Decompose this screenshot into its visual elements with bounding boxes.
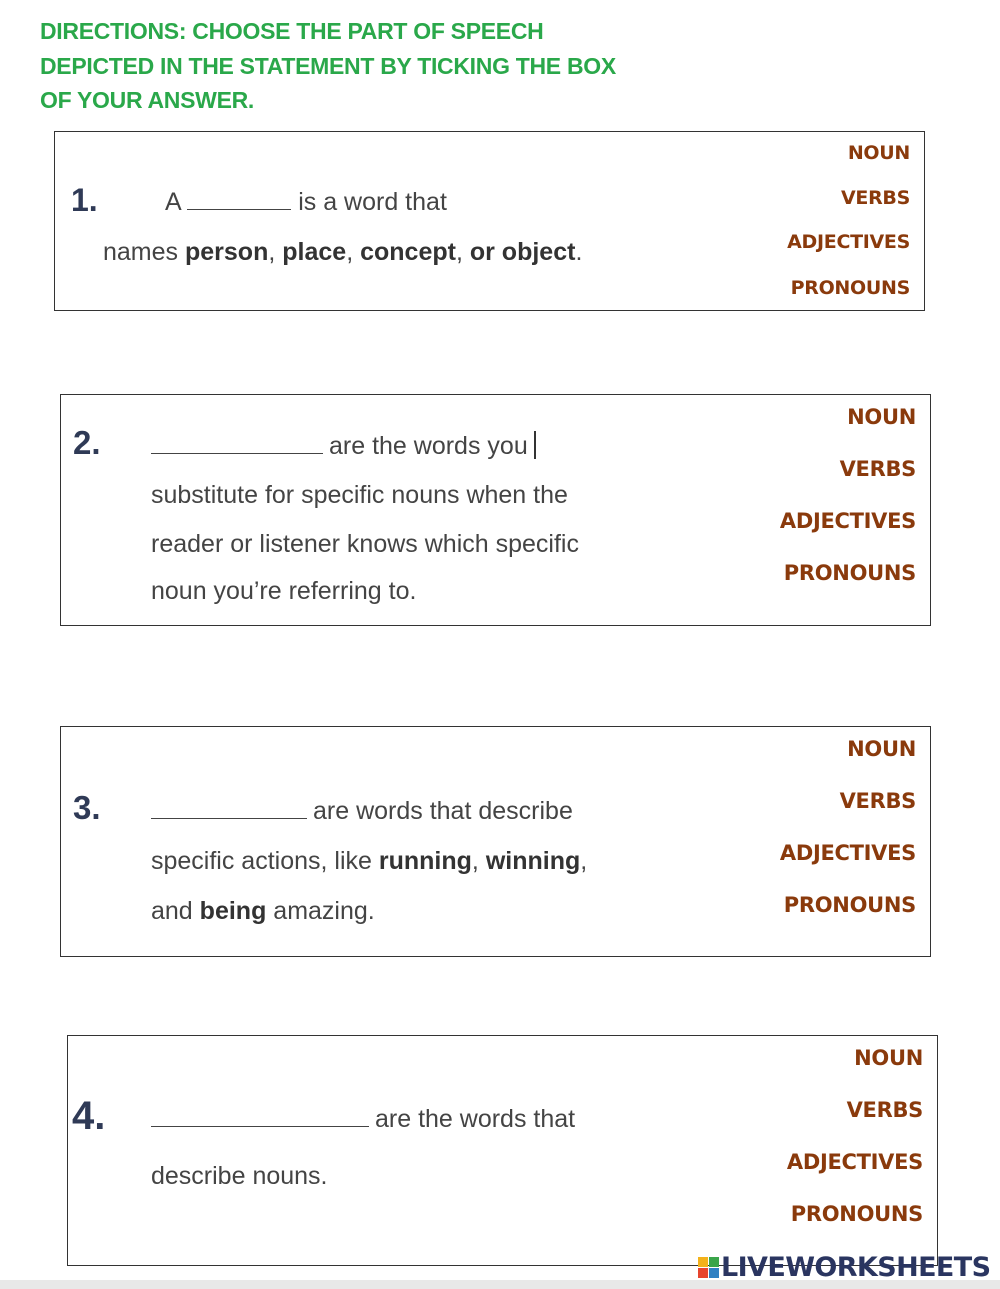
question-3-comma: , [580,847,588,875]
directions-line-3: OF YOUR ANSWER. [40,87,255,113]
question-1-bold-concept: concept [360,238,456,266]
question-4-number: 4. [72,1094,106,1138]
question-4-option-adjectives[interactable]: ADJECTIVES [786,1150,923,1174]
question-1-sep-1: , [268,238,283,266]
question-2-suffix: are the words you [329,432,528,460]
question-1-blank [187,189,291,210]
question-1-option-adjectives[interactable]: ADJECTIVES [787,231,910,253]
question-3-line-3-end: amazing. [266,897,375,925]
question-1-bold-object: or object [469,238,576,266]
question-4-line-2: describe nouns. [151,1162,328,1190]
question-2-option-adjectives[interactable]: ADJECTIVES [779,509,916,533]
logo-square-red [698,1268,708,1278]
question-3-blank [151,798,307,819]
logo-square-blue [709,1268,719,1278]
question-3-number: 3. [73,789,101,826]
question-4-line-1 [151,1105,575,1134]
question-2-blank [151,433,323,454]
question-2-number: 2. [73,424,101,461]
question-3-bold-winning: winning [485,847,581,875]
question-4-option-pronouns[interactable]: PRONOUNS [790,1202,923,1226]
question-1-option-verbs[interactable]: VERBS [841,187,910,209]
question-3-option-verbs[interactable]: VERBS [839,789,916,813]
question-3-line-2 [151,847,587,876]
question-3-suffix: are words that describe [313,797,573,825]
question-4-option-noun[interactable]: NOUN [854,1046,923,1070]
question-3-line-3-text: and [151,897,200,925]
question-1-bold-place: place [282,238,347,266]
question-1-line-2 [103,238,582,267]
text-cursor [534,431,536,459]
logo-square-green [709,1257,719,1267]
logo-text: LIVEWORKSHEETS [721,1251,991,1283]
question-1-prefix: A [165,188,181,216]
question-4-option-verbs[interactable]: VERBS [846,1098,923,1122]
question-3-option-pronouns[interactable]: PRONOUNS [783,893,916,917]
question-2-line-3: reader or listener knows which specific [151,530,579,558]
question-4-box [67,1035,938,1266]
question-2-option-verbs[interactable]: VERBS [839,457,916,481]
directions-line-1: DIRECTIONS: CHOOSE THE PART OF SPEECH [40,18,544,44]
directions-line-2: DEPICTED IN THE STATEMENT BY TICKING THE BOX [40,52,616,79]
question-3-option-adjectives[interactable]: ADJECTIVES [779,841,916,865]
question-3-option-noun[interactable]: NOUN [847,737,916,761]
question-1-period: . [575,238,583,266]
question-1-number: 1. [71,182,98,218]
question-3-bold-being: being [199,897,267,925]
question-1-line-2-text: names [103,238,185,266]
question-1-option-noun[interactable]: NOUN [847,142,910,164]
question-2-line-2: substitute for specific nouns when the [151,481,568,509]
question-3-line-1 [151,797,573,826]
question-1-box [54,131,925,311]
directions-text [40,14,680,118]
question-2-line-4: noun you’re referring to. [151,577,417,605]
question-1-sep-2: , [346,238,361,266]
question-2-option-noun[interactable]: NOUN [847,405,916,429]
question-1-bold-person: person [184,238,269,266]
question-2-box [60,394,931,626]
logo-square-yellow [698,1257,708,1267]
question-1-option-pronouns[interactable]: PRONOUNS [790,277,910,299]
question-3-line-2-text: specific actions, like [151,847,379,875]
question-1-sep-3: , [455,238,470,266]
question-1-suffix: is a word that [298,188,447,216]
question-3-sep-1: , [471,847,486,875]
question-4-suffix: are the words that [375,1105,576,1133]
question-3-line-3 [151,897,375,926]
liveworksheets-logo-icon [698,1257,719,1278]
question-1-line-1 [165,188,447,217]
question-4-blank [151,1106,369,1127]
liveworksheets-logo[interactable] [698,1252,990,1282]
question-2-option-pronouns[interactable]: PRONOUNS [783,561,916,585]
question-3-box [60,726,931,957]
question-2-line-1 [151,431,536,461]
question-3-bold-running: running [378,847,472,875]
